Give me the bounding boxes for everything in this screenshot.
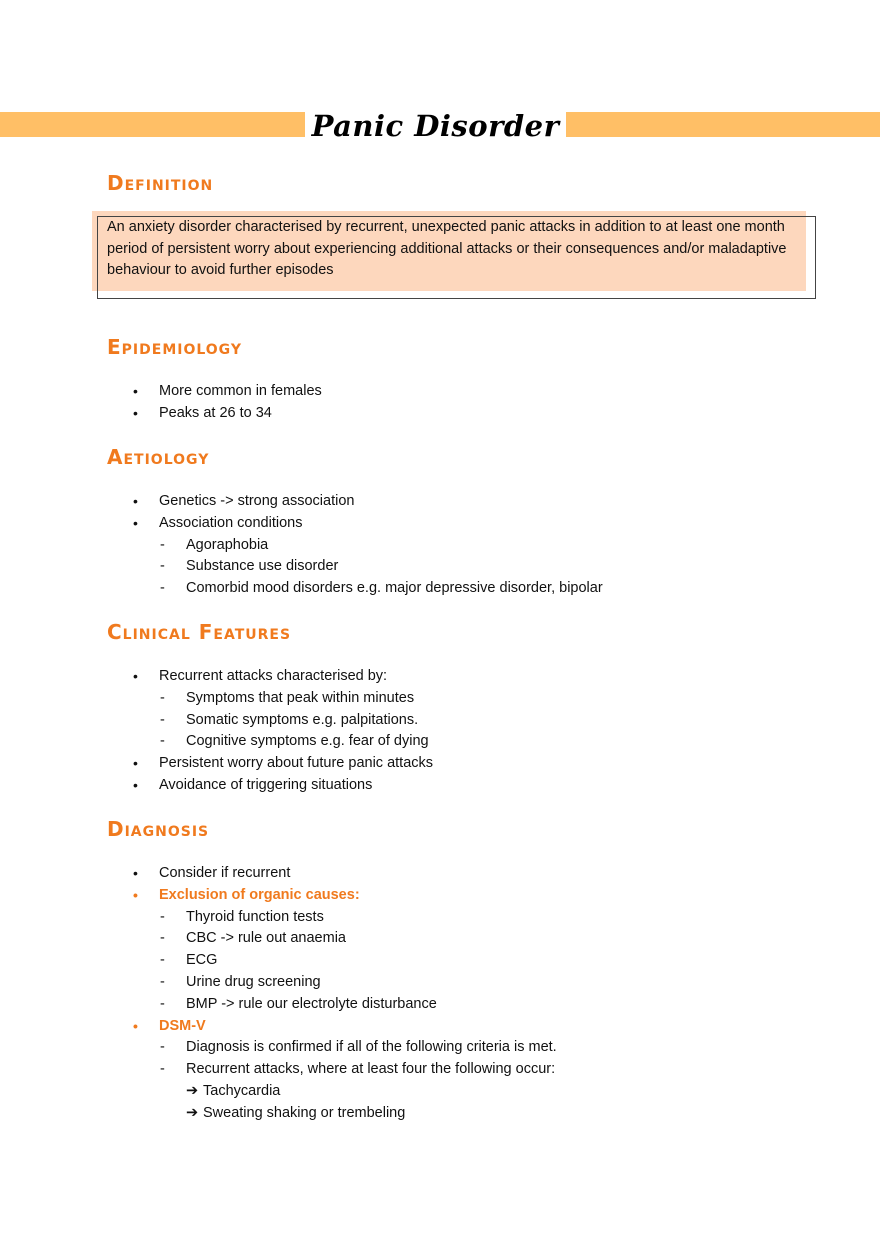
dash-icon: - [160, 973, 165, 990]
bullet-icon: • [133, 383, 138, 399]
criteria-item: ➔ Tachycardia [0, 1081, 880, 1103]
list-item: • Persistent worry about future panic attacks [0, 753, 880, 775]
bullet-icon: • [133, 493, 138, 509]
page-title: Panic Disorder [311, 109, 560, 143]
sub-list-item: - BMP -> rule our electrolyte disturbance [0, 994, 880, 1016]
dash-icon: - [160, 558, 165, 575]
dash-icon: - [160, 930, 165, 947]
list-item: • Genetics -> strong association [0, 491, 880, 513]
list-item: • Avoidance of triggering situations [0, 775, 880, 797]
sub-list-item: - Comorbid mood disorders e.g. major depressive disorder, bipolar [0, 578, 880, 600]
sub-list-item: - Cognitive symptoms e.g. fear of dying [0, 731, 880, 753]
dash-icon: - [160, 689, 165, 706]
diagnosis-heading: Diagnosis [107, 817, 210, 841]
epidemiology-heading: Epidemiology [107, 335, 243, 359]
dash-icon: - [160, 1039, 165, 1056]
bullet-icon: • [133, 755, 138, 772]
sub-list-item: - Diagnosis is confirmed if all of the following criteria is met. [0, 1037, 880, 1059]
dash-icon: - [160, 995, 165, 1012]
sub-list-item: - Recurrent attacks, where at least four the following occur: [0, 1059, 880, 1081]
bullet-icon: • [133, 514, 138, 531]
list-item: • Consider if recurrent [0, 863, 880, 885]
arrow-right-icon: ➔ [186, 1104, 199, 1121]
list-item: • More common in females [0, 381, 880, 403]
sub-list-item: - ECG [0, 950, 880, 972]
sub-list-item: - Symptoms that peak within minutes [0, 688, 880, 710]
clinical-features-heading: Clinical Features [107, 620, 292, 644]
dash-icon: - [160, 580, 165, 597]
title-band-right [566, 112, 880, 137]
epidemiology-list [0, 381, 880, 425]
arrow-right-icon: ➔ [186, 1082, 199, 1099]
criteria-item: ➔ Sweating shaking or trembeling [0, 1103, 880, 1125]
bullet-icon: • [133, 776, 138, 793]
sub-list-item: - Thyroid function tests [0, 907, 880, 929]
dash-icon: - [160, 711, 165, 728]
sub-list-item: - Substance use disorder [0, 556, 880, 578]
list-item: • DSM-V [0, 1016, 880, 1038]
title-band-left [0, 112, 305, 137]
definition-heading: Definition [107, 171, 214, 195]
aetiology-heading: Aetiology [107, 445, 210, 469]
list-item: • Peaks at 26 to 34 [0, 403, 880, 425]
sub-list-item: - Agoraphobia [0, 535, 880, 557]
bullet-icon: • [133, 865, 138, 881]
dash-icon: - [160, 952, 165, 969]
aetiology-list [0, 491, 880, 600]
bullet-icon: • [133, 668, 138, 684]
sub-list-item: - CBC -> rule out anaemia [0, 928, 880, 950]
list-item: • Association conditions [0, 513, 880, 535]
dash-icon: - [160, 908, 165, 925]
bullet-icon: • [133, 1017, 138, 1034]
definition-text: An anxiety disorder characterised by recurrent, unexpected panic attacks in addition to at least one month period of persistent worry about experiencing additional attacks or their consequences and/or maladaptive behaviour to avoid further episodes [107, 219, 787, 278]
list-item: • Exclusion of organic causes: [0, 885, 880, 907]
list-item: • Recurrent attacks characterised by: [0, 666, 880, 688]
sub-list-item: - Somatic symptoms e.g. palpitations. [0, 710, 880, 732]
dash-icon: - [160, 1061, 165, 1078]
dash-icon: - [160, 536, 165, 553]
diagnosis-list [0, 863, 880, 1125]
sub-list-item: - Urine drug screening [0, 972, 880, 994]
bullet-icon: • [133, 886, 138, 903]
clinical-features-list [0, 666, 880, 797]
dash-icon: - [160, 733, 165, 750]
bullet-icon: • [133, 404, 138, 421]
